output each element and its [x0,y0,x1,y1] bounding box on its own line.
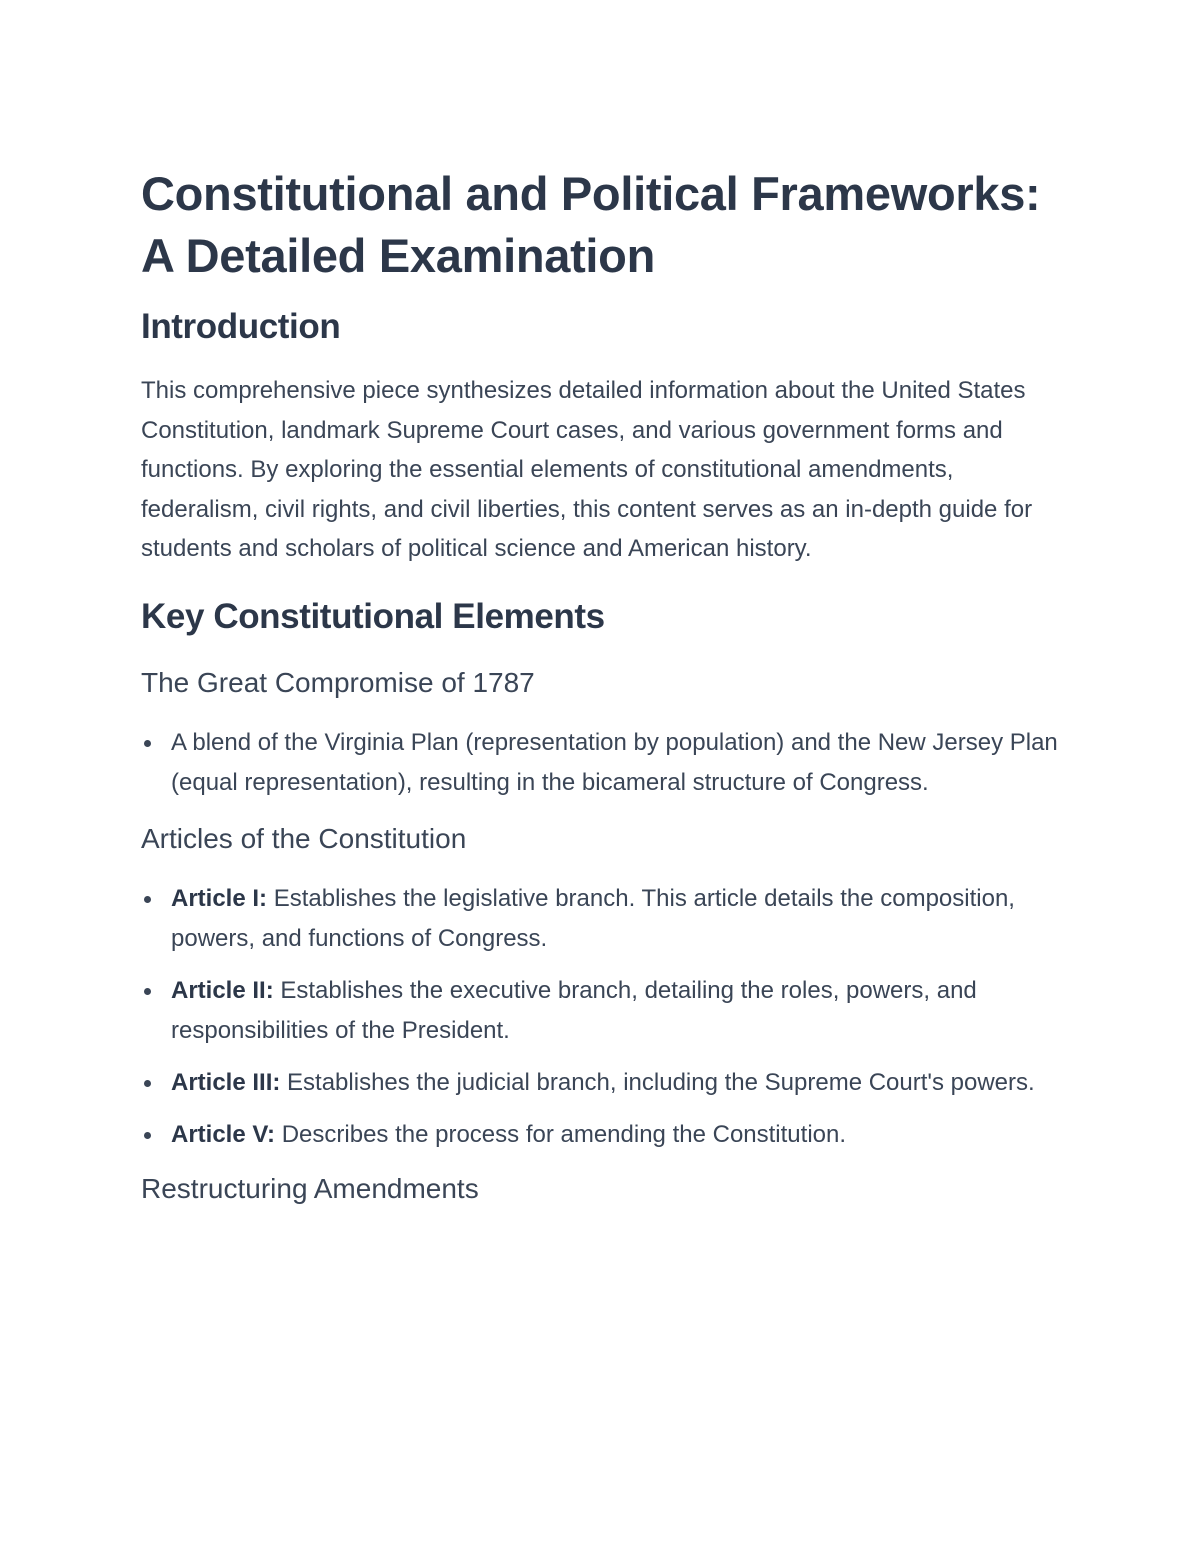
article-text: Establishes the judicial branch, including the Supreme Court's powers. [287,1068,1035,1096]
key-elements-heading: Key Constitutional Elements [141,596,605,636]
list-item-article-3 [141,1063,1071,1103]
document-title: Constitutional and Political Frameworks: A Detailed Examination [141,167,1041,282]
article-label: Article V: [171,1120,282,1148]
list-item [141,723,1071,803]
introduction-heading: Introduction [141,307,341,346]
article-label: Article III: [171,1068,288,1096]
list-item-article-1 [141,879,1071,959]
list-item-article-5 [141,1115,1071,1155]
article-text: Establishes the legislative branch. This article details the composition, powers, and functions of Congress. [171,884,1015,952]
article-label: Article I: [171,884,274,912]
articles-list [141,879,1071,1155]
list-item-text: A blend of the Virginia Plan (representation by population) and the New Jersey Plan (equal representation), resulting in the bicameral structure of Congress. [171,728,1058,796]
list-item-article-2 [141,971,1071,1051]
article-label: Article II: [171,976,281,1004]
article-text: Describes the process for amending the Constitution. [281,1120,847,1148]
restructuring-amendments-heading: Restructuring Amendments [141,1172,479,1204]
introduction-paragraph: This comprehensive piece synthesizes detailed information about the United States Constitution, landmark Supreme Court cases, and various government forms and functions. By exploring the essential elements of constitutional amendments, federalism, civil rights, and civil liberties, this content serves as an in-depth guide for students and scholars of political science and American history. [141,377,1033,563]
article-text: Establishes the executive branch, detailing the roles, powers, and responsibilities of the President. [171,976,977,1044]
great-compromise-list [141,723,1071,803]
great-compromise-heading: The Great Compromise of 1787 [141,666,535,698]
articles-heading: Articles of the Constitution [141,822,467,854]
document-content [141,163,1071,1207]
